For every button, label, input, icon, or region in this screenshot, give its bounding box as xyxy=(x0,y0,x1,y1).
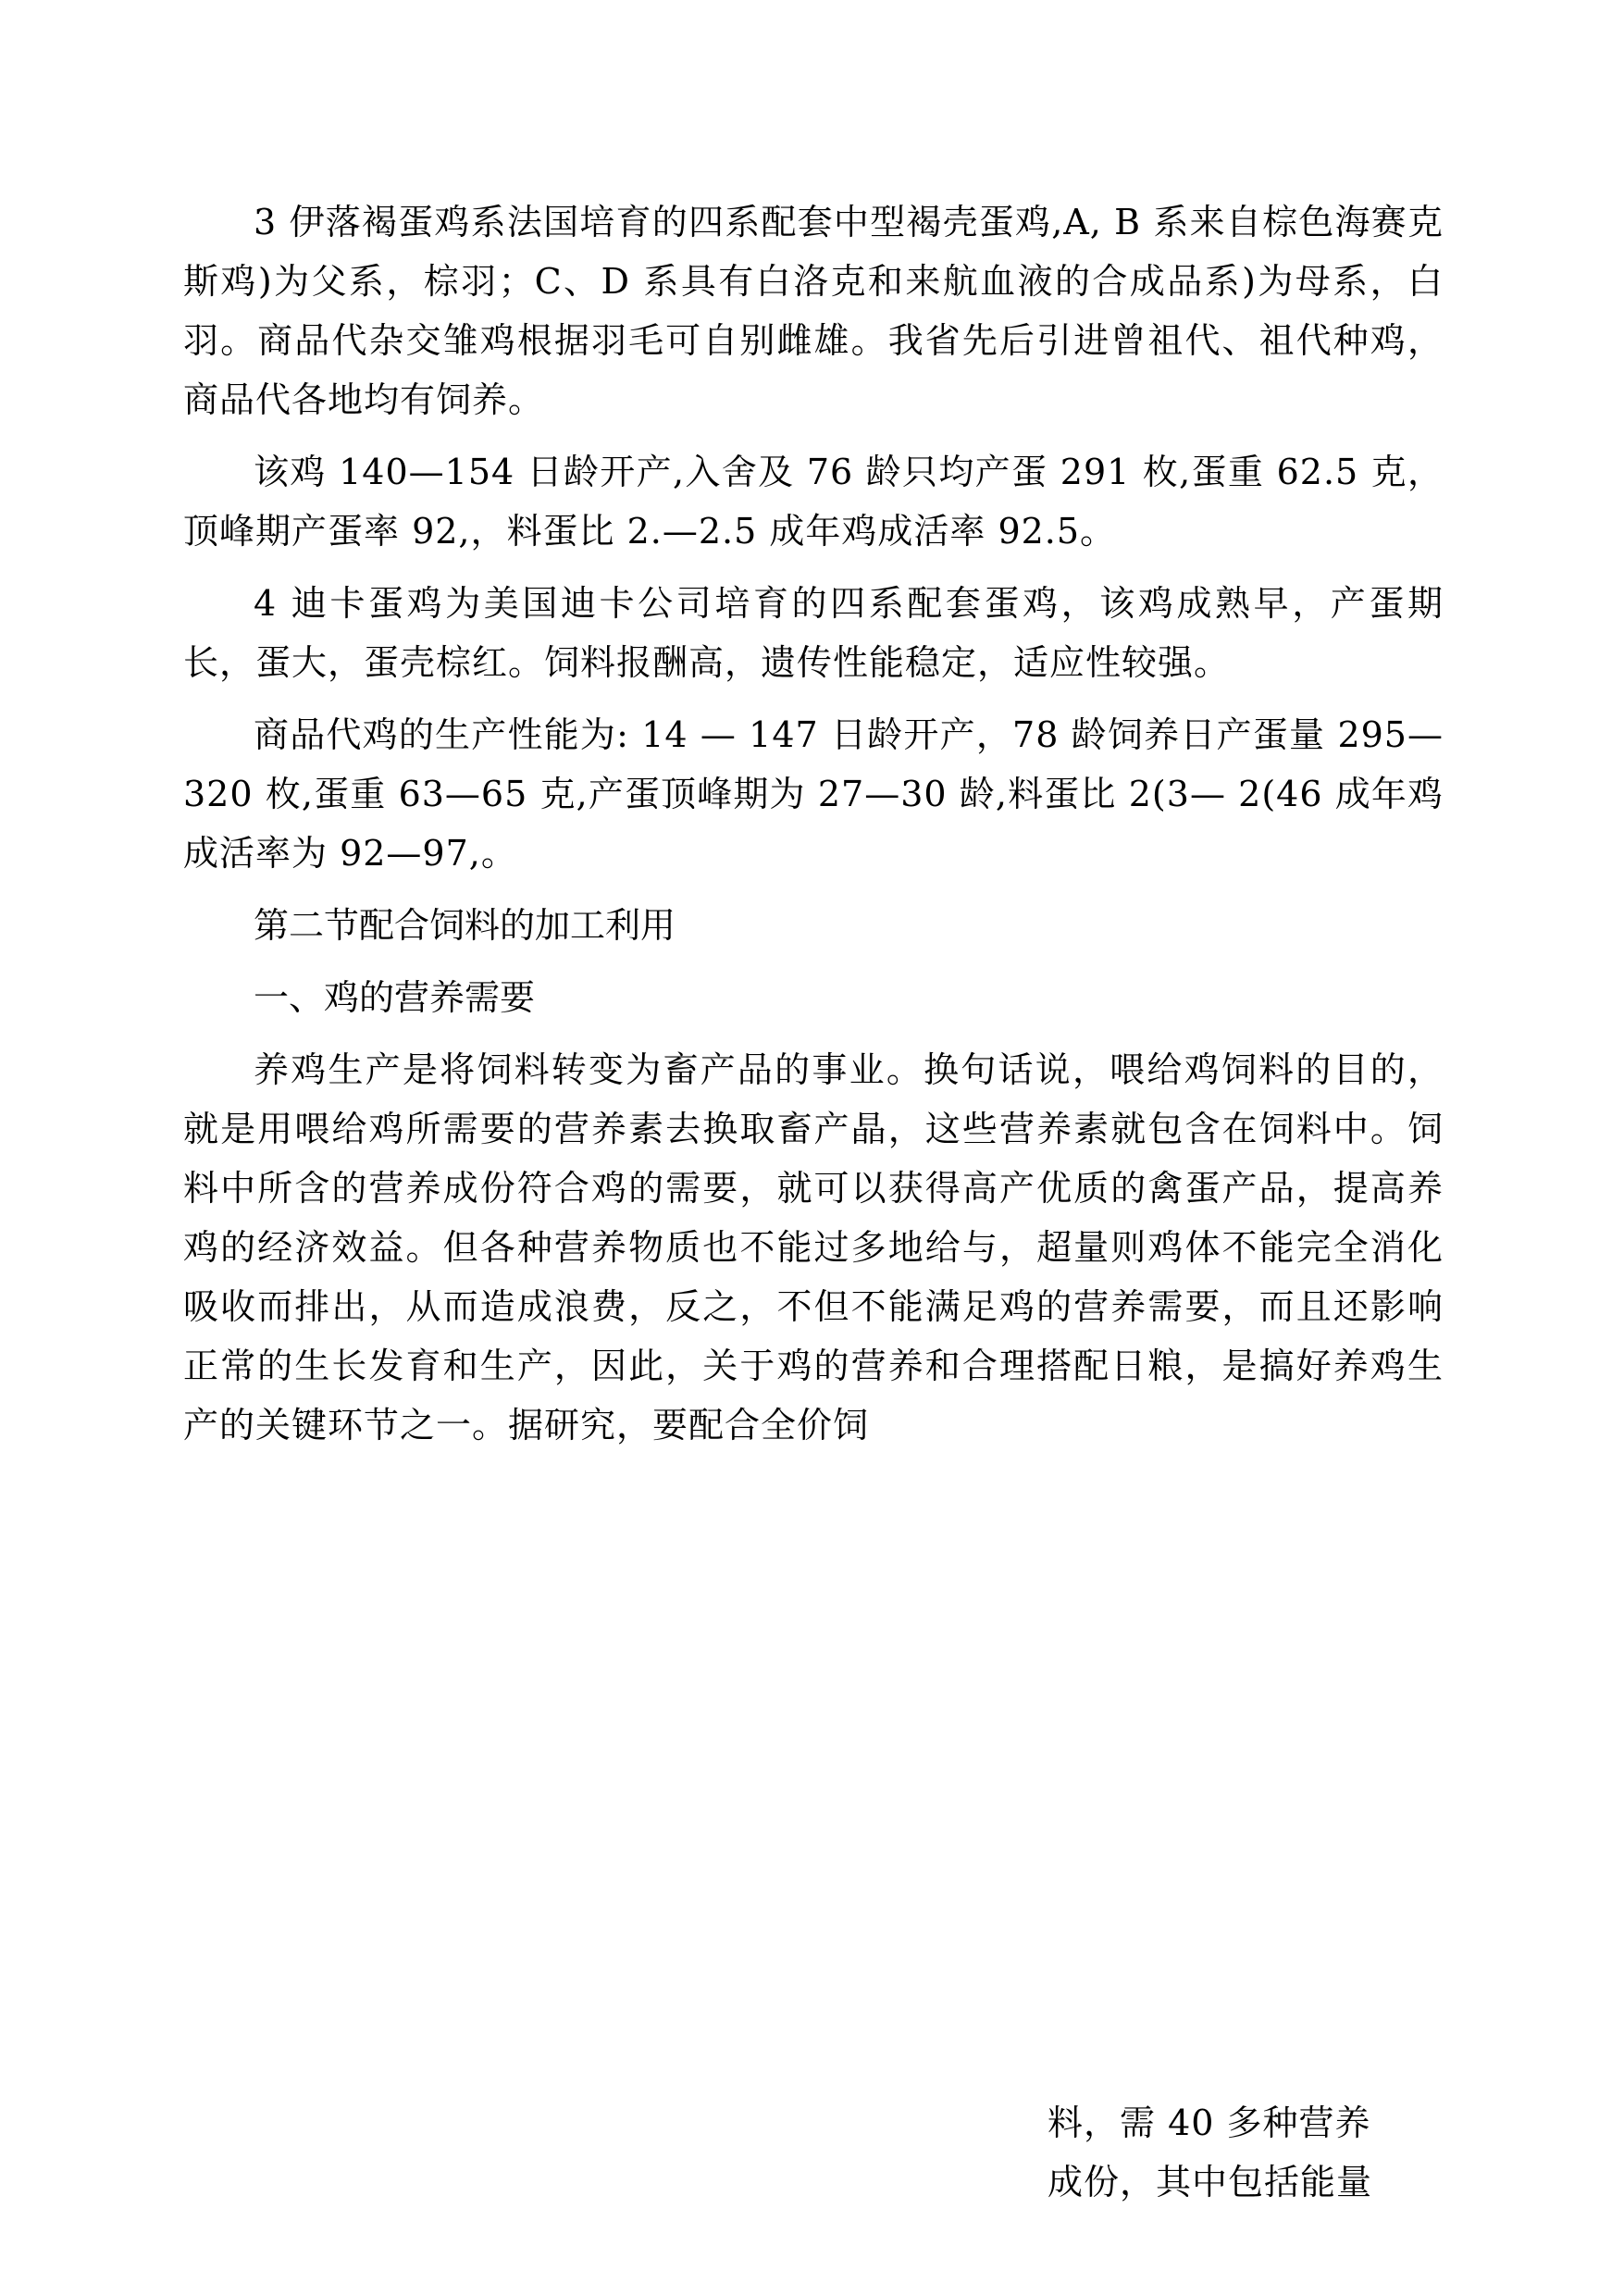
continued-text-block xyxy=(1048,2093,1455,2212)
document-body xyxy=(183,192,1444,1455)
continued-text-line: 成份，其中包括能量 xyxy=(1048,2162,1373,2202)
subsection-title: 一、鸡的营养需要 xyxy=(254,977,536,1018)
section-title: 第二节配合饲料的加工利用 xyxy=(254,905,676,946)
paragraph-isa-brown-layer: 3 伊落褐蛋鸡系法国培育的四系配套中型褐壳蛋鸡,A, B 系来自棕色海赛克斯鸡)为父系，棕羽；C、D 系具有白洛克和来航血液的合成品系)为母系，白羽。商品代杂交雏鸡根据羽毛可自别雌雄。我省先后引进曾祖代、祖代种鸡，商品代各地均有饲养。 xyxy=(183,202,1444,420)
continued-text-line: 料，需 40 多种营养 xyxy=(1048,2103,1371,2143)
paragraph-dekalb-layer: 4 迪卡蛋鸡为美国迪卡公司培育的四系配套蛋鸡，该鸡成熟早，产蛋期长，蛋大，蛋壳棕红。饲料报酬高，遗传性能稳定，适应性较强。 xyxy=(183,583,1444,683)
paragraph-dekalb-performance: 商品代鸡的生产性能为: 14 — 147 日龄开产，78 龄饲养日产蛋量 295—320 枚,蛋重 63—65 克,产蛋顶峰期为 27—30 龄,料蛋比 2(3— 2(46 成年鸡成活率为 92—97,。 xyxy=(183,714,1444,874)
paragraph-isa-brown-performance: 该鸡 140—154 日龄开产,入舍及 76 龄只均产蛋 291 枚,蛋重 62.5 克，顶峰期产蛋率 92,，料蛋比 2.—2.5 成年鸡成活率 92.5。 xyxy=(183,452,1444,552)
paragraph-nutrition-needs: 养鸡生产是将饲料转变为畜产品的事业。换句话说，喂给鸡饲料的目的，就是用喂给鸡所需要的营养素去换取畜产晶，这些营养素就包含在饲料中。饲料中所含的营养成份符合鸡的需要，就可以获得高产优质的禽蛋产品，提高养鸡的经济效益。但各种营养物质也不能过多地给与，超量则鸡体不能完全消化吸收而排出，从而造成浪费，反之，不但不能满足鸡的营养需要，而且还影响正常的生长发育和生产，因此，关于鸡的营养和合理搭配日粮，是搞好养鸡生产的关键环节之一。据研究，要配合全价饲 xyxy=(183,1049,1444,1445)
